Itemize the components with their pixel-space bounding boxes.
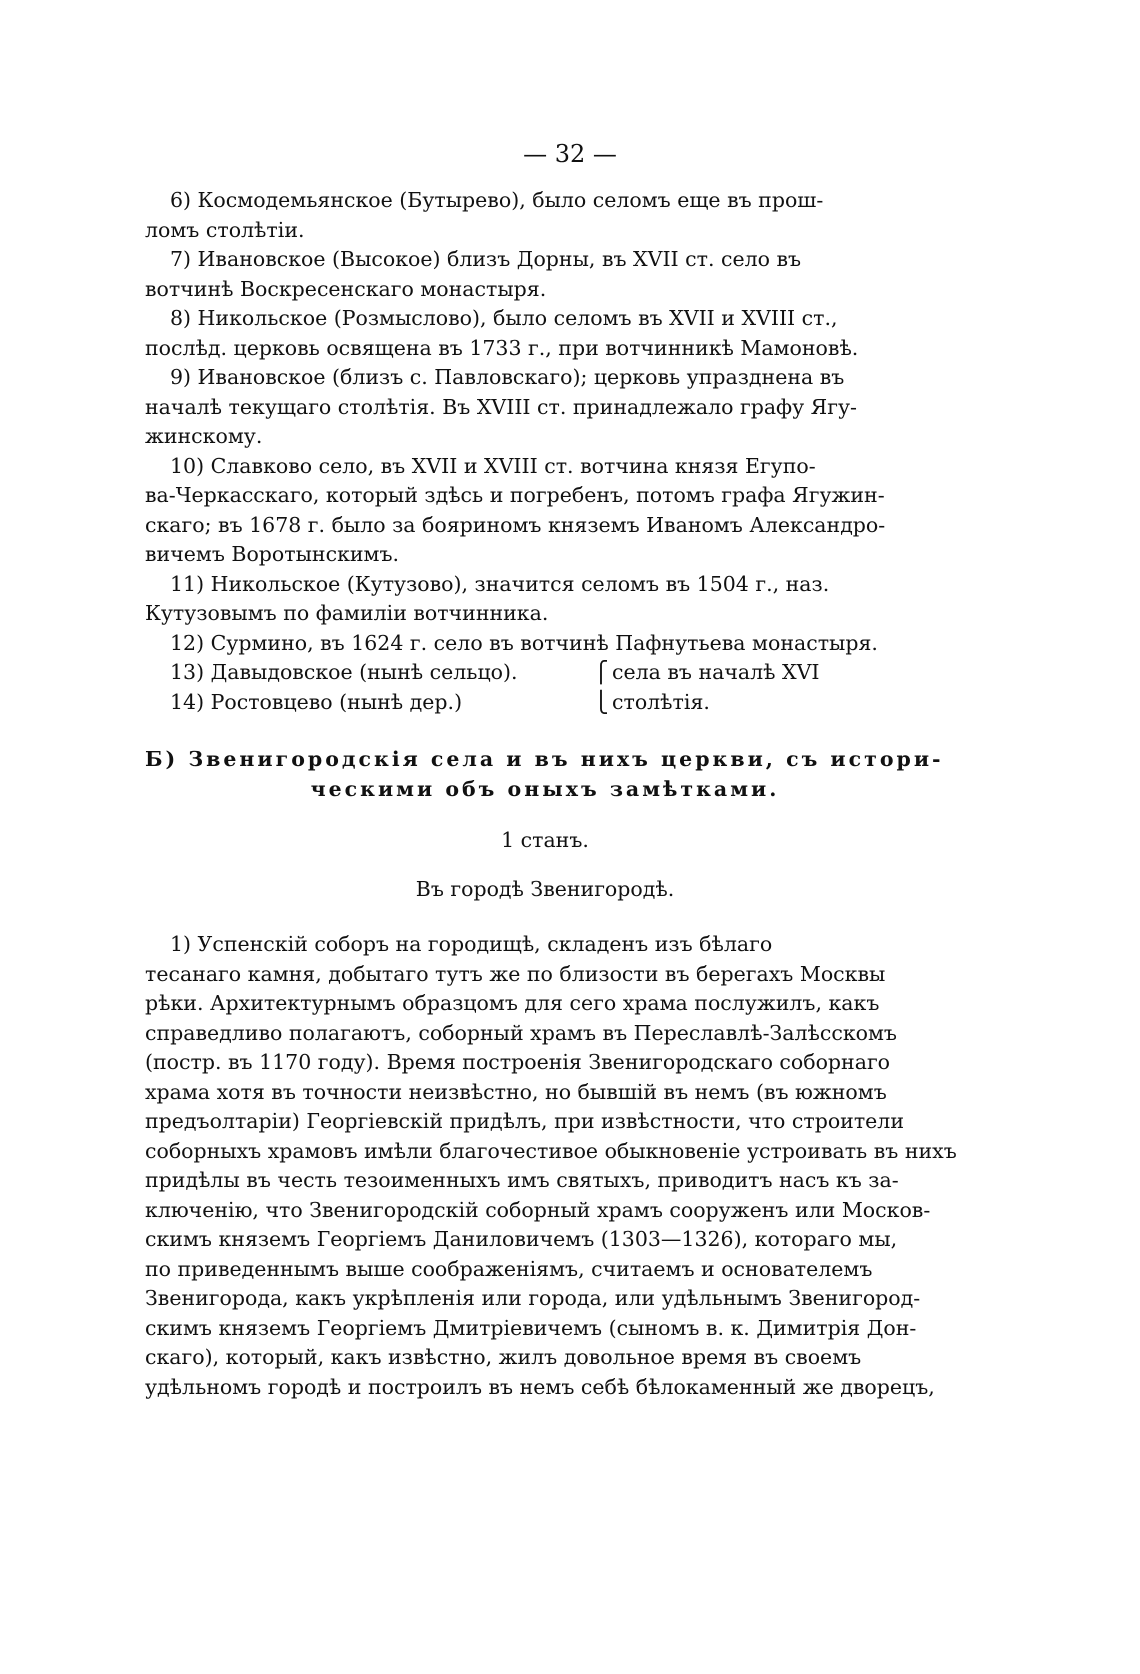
village-list (145, 186, 945, 717)
list-item-12: 12) Сурмино, въ 1624 г. село въ вотчинѣ Пафнутьева монастыря. (170, 630, 878, 655)
section-heading: Б) Звенигородскія села и въ нихъ церкви, съ истори- ческими объ оныхъ замѣтками. (145, 747, 944, 801)
grouped-note-line2: столѣтія. (612, 689, 710, 714)
list-item-10: 10) Славково село, въ XVII и XVIII ст. вотчина князя Егупо- ва-Черкасскаго, который здѣсь и погребенъ, потомъ графа Ягужин- скаго; въ 1678 г. было за бояриномъ княземъ Иваномъ Александро- вичемъ Воротынскимъ. (145, 453, 886, 566)
body-paragraph: 1) Успенскій соборъ на городищѣ, складенъ изъ бѣлаго тесанаго камня, добытаго тутъ же по близости въ берегахъ Москвы рѣки. Архитектурнымъ образцомъ для сего храма послужилъ, какъ справедливо полагаютъ, соборный храмъ въ Переславлѣ-Залѣсскомъ (постр. въ 1170 году). Время построенія Звенигородскаго соборнаго храма хотя въ точности неизвѣстно, но бывшій въ немъ (въ южномъ предъолтаріи) Георгіевскій придѣлъ, при извѣстности, что строители соборныхъ храмовъ имѣли благочестивое обыкновеніе устроивать въ нихъ придѣлы въ честь тезоименныхъ имъ святыхъ, приводитъ насъ къ за- ключенію, что Звенигородскій соборный храмъ сооруженъ или Москов- скимъ княземъ Георгіемъ Даниловичемъ (1303—1326), котораго мы, по приведеннымъ выше соображеніямъ, считаемъ и основателемъ Звенигорода, какъ укрѣпленія или города, или удѣльнымъ Звенигород- скимъ княземъ Георгіемъ Дмитріевичемъ (сыномъ в. к. Димитрія Дон- скаго), который, какъ извѣстно, жилъ довольное время въ своемъ удѣльномъ городѣ и построилъ въ немъ себѣ бѣлокаменный же дворецъ, (145, 932, 957, 1399)
stan-heading: 1 станъ. (501, 828, 589, 852)
city-heading: Въ городѣ Звенигородѣ. (415, 877, 675, 901)
list-item-7: 7) Ивановское (Высокое) близъ Дорны, въ XVII ст. село въ вотчинѣ Воскресенскаго монастыря. (145, 247, 802, 301)
brace-top: ⎧ (593, 660, 609, 684)
grouped-note-line1: села въ началѣ XVI (612, 660, 820, 684)
list-item-14: 14) Ростовцево (нынѣ дер.) ⎩ столѣтія. (145, 688, 945, 718)
list-item-11: 11) Никольское (Кутузово), значится селомъ въ 1504 г., наз. Кутузовымъ по фамиліи вотчинника. (145, 571, 830, 625)
list-item-6: 6) Космодемьянское (Бутырево), было селомъ еще въ прош- ломъ столѣтіи. (145, 188, 824, 242)
list-item-8: 8) Никольское (Розмыслово), было селомъ въ XVII и XVIII ст., послѣд. церковь освящена въ 1733 г., при вотчинникѣ Мамоновѣ. (145, 306, 859, 360)
list-item-13: 13) Давыдовское (нынѣ сельцо). ⎧ села въ началѣ XVI (145, 658, 945, 688)
list-item-9: 9) Ивановское (близъ с. Павловскаго); церковь упразднена въ началѣ текущаго столѣтія. Въ XVIII ст. принадлежало графу Ягу- жинскому. (145, 365, 857, 448)
page-number: — 32 — (523, 140, 617, 168)
brace-bottom: ⎩ (593, 689, 609, 714)
